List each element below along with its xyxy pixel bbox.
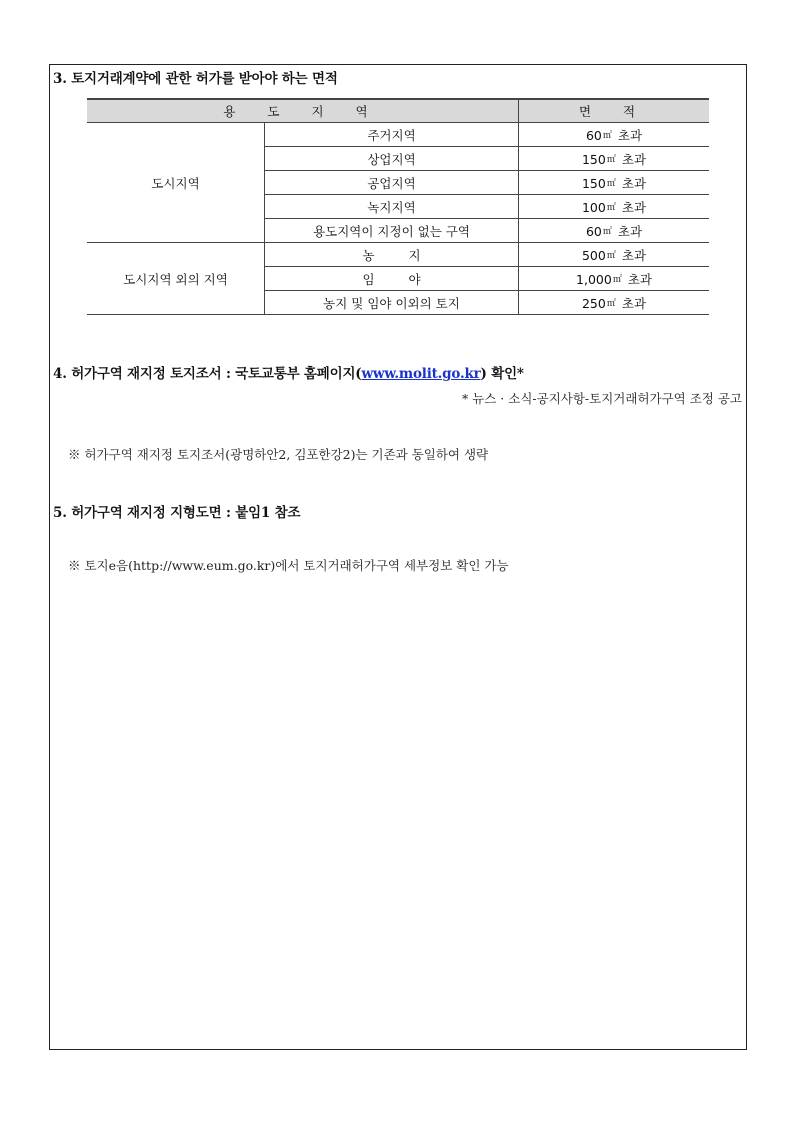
subzone-cell: 공업지역 xyxy=(265,171,519,195)
area-value: 250 xyxy=(581,295,606,311)
section5-note: ※ 토지e음(http://www.eum.go.kr)에서 토지거래허가구역 세부정보 확인 가능 xyxy=(68,558,509,573)
area-suffix: 초과 xyxy=(621,151,647,167)
area-unit: ㎡ xyxy=(602,226,612,237)
area-cell xyxy=(519,267,710,291)
permit-area-table xyxy=(87,98,709,315)
area-value: 1,000 xyxy=(576,271,612,287)
area-unit: ㎡ xyxy=(612,274,622,285)
area-unit: ㎡ xyxy=(606,202,616,213)
section4-note: ※ 허가구역 재지정 토지조서(광명하안2, 김포한강2)는 기존과 동일하여 생략 xyxy=(68,447,489,462)
area-unit: ㎡ xyxy=(606,154,616,165)
zone-urban: 도시지역 xyxy=(87,123,265,243)
header-zone: 용 도 지 역 xyxy=(87,99,519,123)
area-cell xyxy=(519,219,710,243)
section5-title: 5. 허가구역 재지정 지형도면 : 붙임1 참조 xyxy=(53,505,301,521)
area-value: 60 xyxy=(585,223,602,239)
area-suffix: 초과 xyxy=(621,247,647,263)
area-cell xyxy=(519,291,710,315)
table-header-row xyxy=(87,99,709,123)
area-suffix: 초과 xyxy=(621,295,647,311)
area-unit: ㎡ xyxy=(606,250,616,261)
area-value: 60 xyxy=(585,127,602,143)
area-suffix: 초과 xyxy=(621,175,647,191)
section4-title-suffix: ) 확인* xyxy=(480,366,524,382)
table-row xyxy=(87,243,709,267)
table-row xyxy=(87,123,709,147)
subzone-cell: 농지 및 임야 이외의 토지 xyxy=(265,291,519,315)
section4-title xyxy=(53,362,524,382)
area-cell xyxy=(519,147,710,171)
subzone-cell: 임 야 xyxy=(265,267,519,291)
area-unit: ㎡ xyxy=(602,130,612,141)
area-cell xyxy=(519,123,710,147)
area-value: 500 xyxy=(581,247,606,263)
subzone-cell: 농 지 xyxy=(265,243,519,267)
subzone-cell: 주거지역 xyxy=(265,123,519,147)
area-unit: ㎡ xyxy=(606,298,616,309)
area-cell xyxy=(519,171,710,195)
section4-title-prefix: 4. 허가구역 재지정 토지조서 : 국토교통부 홈페이지( xyxy=(53,366,362,382)
section4-footnote: * 뉴스 · 소식-공지사항-토지거래허가구역 조정 공고 xyxy=(461,391,742,406)
area-unit: ㎡ xyxy=(606,178,616,189)
subzone-cell: 상업지역 xyxy=(265,147,519,171)
area-cell xyxy=(519,195,710,219)
molit-link[interactable]: www.molit.go.kr xyxy=(361,366,481,382)
area-value: 100 xyxy=(581,199,606,215)
area-suffix: 초과 xyxy=(617,223,643,239)
subzone-cell: 녹지지역 xyxy=(265,195,519,219)
zone-non-urban: 도시지역 외의 지역 xyxy=(87,243,265,315)
area-value: 150 xyxy=(581,175,606,191)
subzone-cell: 용도지역이 지정이 없는 구역 xyxy=(265,219,519,243)
area-suffix: 초과 xyxy=(621,199,647,215)
area-cell xyxy=(519,243,710,267)
header-area: 면 적 xyxy=(519,99,710,123)
area-suffix: 초과 xyxy=(627,271,652,287)
area-value: 150 xyxy=(581,151,606,167)
area-suffix: 초과 xyxy=(617,127,643,143)
document-frame xyxy=(49,64,747,1050)
section3-title: 3. 토지거래계약에 관한 허가를 받아야 하는 면적 xyxy=(53,71,338,87)
